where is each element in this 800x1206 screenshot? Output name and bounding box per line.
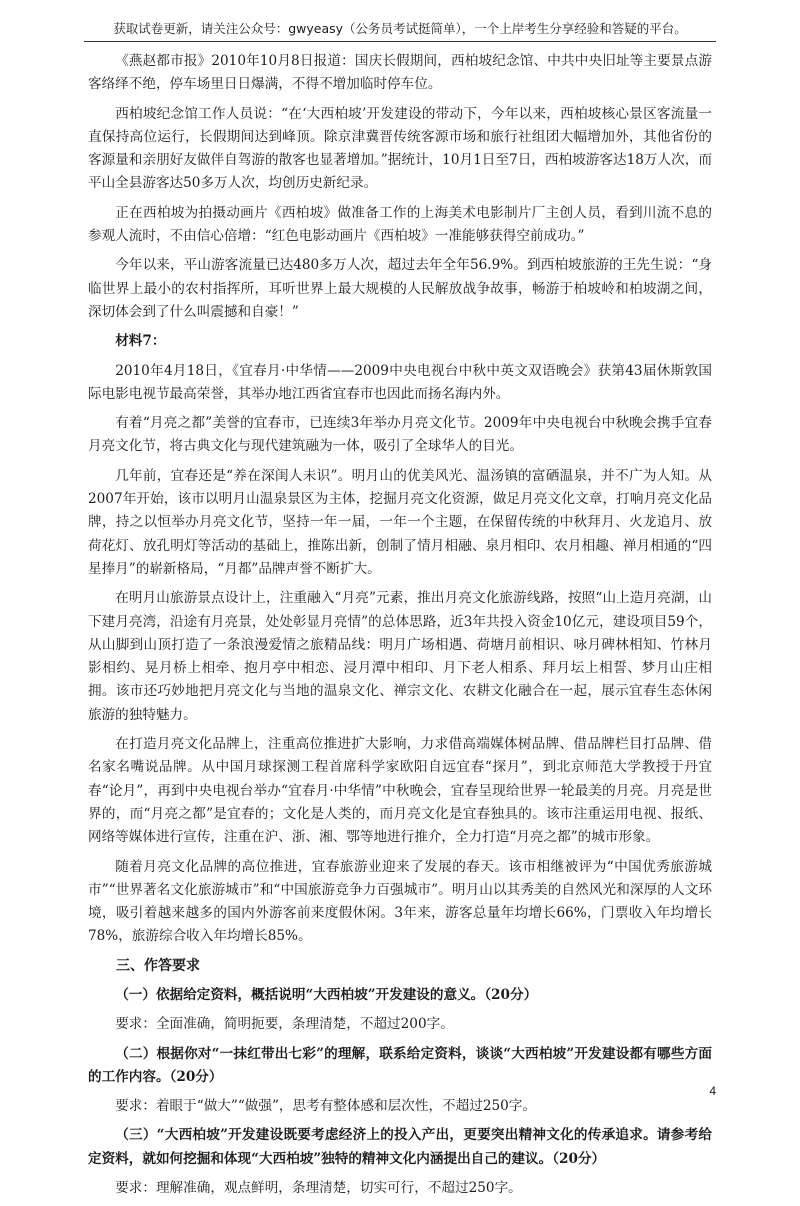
- paragraph: 正在西柏坡为拍摄动画片《西柏坡》做准备工作的上海美术电影制片厂主创人员，看到川流不息的参观人流时，不由信心倍增：“红色电影动画片《西柏坡》一准能够获得空前成功。”: [88, 204, 712, 245]
- question-title: （一）依据给定资料，概括说明“大西柏坡”开发建设的意义。（20分）: [115, 986, 538, 1003]
- question-title: （二）根据你对“一抹红带出七彩”的理解，联系给定资料，谈谈“大西柏坡”开发建设都有哪些方面的工作内容。（20分）: [88, 1045, 712, 1085]
- paragraph: 在打造月亮文化品牌上，注重高位推进扩大影响，力求借高端媒体树品牌、借品牌栏目打品牌、借名家名嘴说品牌。从中国月球探测工程首席科学家欧阳自远宜春“探月”，到北京师范大学教授于丹宜春“论月”，再到中央电视台举办“宜春月·中华情”中秋晚会，宜春呈现给世界一轮最美的月亮。月亮是世界的，而“月亮之都”是宜春的；文化是人类的，而月亮文化是宜春独具的。该市注重运用电视、报纸、网络等媒体进行宣传，注重在沪、浙、湘、鄂等地进行推介，全力打造“月亮之都”的城市形象。: [88, 736, 712, 846]
- paragraph: 随着月亮文化品牌的高位推进，宜春旅游业迎来了发展的春天。该市相继被评为“中国优秀旅游城市”“世界著名文化旅游城市”和“中国旅游竞争力百强城市”。明月山以其秀美的自然风光和深厚的人文环境，吸引着越来越多的国内外游客前来度假休闲。3年来，游客总量年均增长66%，门票收入年均增长78%，旅游综合收入年均增长85%。: [88, 858, 712, 945]
- paragraph: 今年以来，平山游客流量已达480多万人次，超过去年全年56.9%。到西柏坡旅游的王先生说：“身临世界上最小的农村指挥所，耳听世界上最大规模的人民解放战争故事，畅游于柏坡岭和柏坡湖之间，深切体会到了什么叫震撼和自豪！”: [88, 257, 712, 320]
- question-requirement: 要求：理解准确，观点鲜明，条理清楚，切实可行，不超过250字。: [115, 1180, 522, 1197]
- material-label: 材料7：: [115, 333, 166, 350]
- question-requirement: 要求：全面准确，简明扼要，条理清楚，不超过200字。: [115, 1016, 454, 1033]
- question-title: （三）“大西柏坡”开发建设既要考虑经济上的投入产出，更要突出精神文化的传承追求。请参考给定资料，就如何挖掘和体现“大西柏坡”独特的精神文化内涵提出自己的建议。（20分）: [88, 1127, 712, 1167]
- paragraph: 在明月山旅游景点设计上，注重融入“月亮”元素，推出月亮文化旅游线路，按照“山上造月亮湖，山下建月亮湾，沿途有月亮景，处处彰显月亮情”的总体思路，近3年共投入资金10亿元，建设项目59个，从山脚到山顶打造了一条浪漫爱情之旅精品线：明月广场相遇、荷塘月前相识、咏月碑林相知、竹林月影相约、晃月桥上相牵、抱月亭中相恋、浸月潭中相印、月下老人相系、拜月坛上相誓、梦月山庄相拥。该市还巧妙地把月亮文化与当地的温泉文化、禅宗文化、农耕文化融合在一起，展示宜春生态休闲旅游的独特魅力。: [88, 590, 712, 723]
- question-requirement: 要求：着眼于“做大”“做强”，思考有整体感和层次性，不超过250字。: [115, 1098, 536, 1115]
- page-header: 获取试卷更新，请关注公众号：gwyeasy（公务员考试挺简单），一个上岸考生分享经验和答疑的平台。: [84, 20, 716, 42]
- paragraph: 2010年4月18日，《宜春月·中华情——2009中央电视台中秋中英文双语晚会》获第43届休斯敦国际电影电视节最高荣誉，其举办地江西省宜春市也因此而扬名海内外。: [88, 362, 712, 402]
- section-title: 三、作答要求: [116, 957, 200, 974]
- paragraph: 几年前，宜春还是“养在深闺人未识”。明月山的优美风光、温汤镇的富硒温泉，并不广为人知。从2007年开始，该市以明月山温泉景区为主体，挖掘月亮文化资源，做足月亮文化文章，打响月亮文化品牌，持之以恒举办月亮文化节，坚持一年一届，一年一个主题，在保留传统的中秋拜月、火龙追月、放荷花灯、放孔明灯等活动的基础上，推陈出新，创制了情月相融、泉月相印、农月相趣、禅月相通的“四星捧月”的崭新格局，“月都”品牌声誉不断扩大。: [88, 467, 712, 577]
- paragraph: 西柏坡纪念馆工作人员说：“在‘大西柏坡’开发建设的带动下，今年以来，西柏坡核心景区客流量一直保持高位运行，长假期间达到峰顶。除京津冀晋传统客源市场和旅行社组团大幅增加外，其他省份的客源量和亲朋好友做伴自驾游的散客也显著增加。”据统计，10月1日至7日，西柏坡游客达18万人次，而平山全县游客达50多万人次，均创历史新纪录。: [88, 105, 712, 192]
- paragraph: 有着“月亮之都”美誉的宜春市，已连续3年举办月亮文化节。2009年中央电视台中秋晚会携手宜春月亮文化节，将古典文化与现代建筑融为一体，吸引了全球华人的目光。: [88, 415, 712, 455]
- paragraph: 《燕赵都市报》2010年10月8日报道：国庆长假期间，西柏坡纪念馆、中共中央旧址等主要景点游客络绎不绝，停车场里日日爆满，不得不增加临时停车位。: [88, 53, 712, 93]
- page-number: 4: [709, 1084, 716, 1098]
- document-body: [88, 50, 712, 1206]
